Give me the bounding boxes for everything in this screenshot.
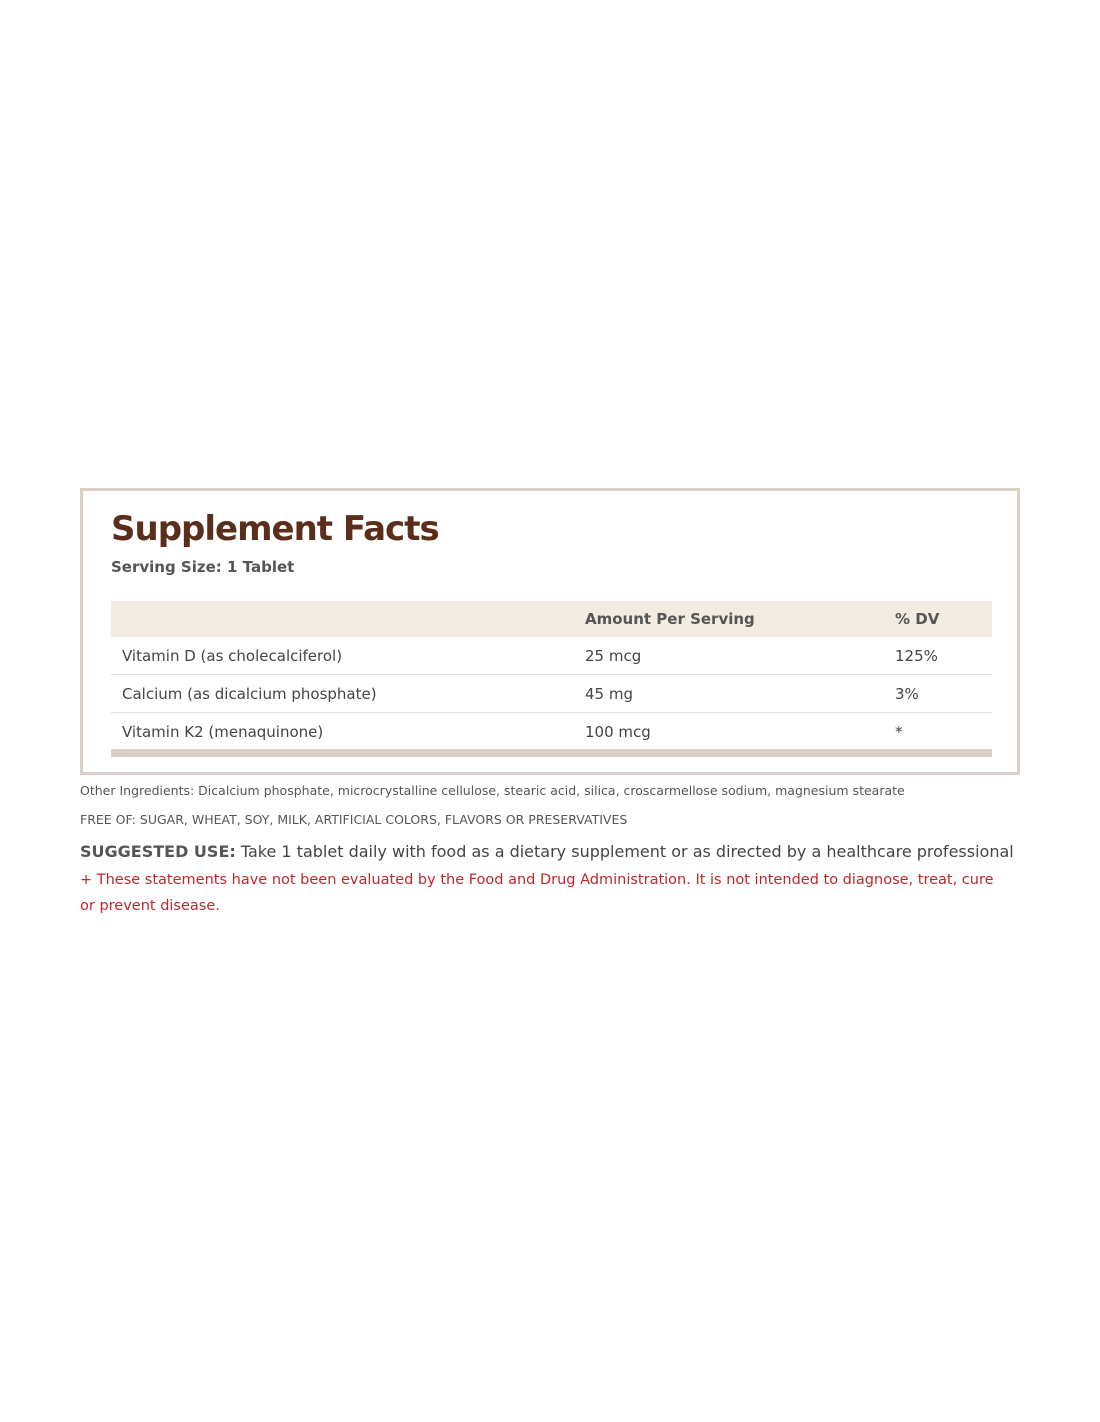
supplement-facts-panel [80, 488, 1020, 775]
nutrient-name: Vitamin D (as cholecalciferol) [111, 637, 574, 675]
table-bottom-divider [111, 749, 992, 757]
nutrient-dv: 125% [884, 637, 992, 675]
nutrient-amount: 25 mcg [574, 637, 884, 675]
dv-column-header: % DV [895, 610, 940, 628]
amount-column-header: Amount Per Serving [585, 610, 755, 628]
nutrient-amount: 45 mg [574, 675, 884, 713]
table-row [111, 713, 992, 751]
free-of-statement: FREE OF: SUGAR, WHEAT, SOY, MILK, ARTIFICIAL COLORS, FLAVORS OR PRESERVATIVES [80, 812, 628, 827]
table-row [111, 637, 992, 675]
table-header-row [111, 601, 992, 637]
facts-title: Supplement Facts [111, 509, 439, 549]
suggested-use-text: Take 1 tablet daily with food as a dietary supplement or as directed by a healthcare professional [235, 842, 1014, 861]
nutrient-dv: 3% [884, 675, 992, 713]
nutrient-column-header [111, 601, 574, 637]
serving-size: Serving Size: 1 Tablet [111, 558, 295, 576]
other-ingredients: Other Ingredients: Dicalcium phosphate, microcrystalline cellulose, stearic acid, silica, croscarmellose sodium, magnesium stearate [80, 783, 905, 798]
nutrient-dv: * [895, 722, 903, 741]
suggested-use [80, 840, 1014, 864]
table-row [111, 675, 992, 713]
fda-disclaimer: + These statements have not been evaluated by the Food and Drug Administration. It is not intended to diagnose, treat, cure or prevent disease. [80, 872, 994, 914]
nutrient-name: Vitamin K2 (menaquinone) [122, 722, 324, 741]
nutrient-amount: 100 mcg [585, 722, 651, 741]
suggested-use-label: SUGGESTED USE: [80, 842, 236, 861]
facts-table [111, 601, 992, 750]
nutrient-name: Calcium (as dicalcium phosphate) [111, 675, 574, 713]
